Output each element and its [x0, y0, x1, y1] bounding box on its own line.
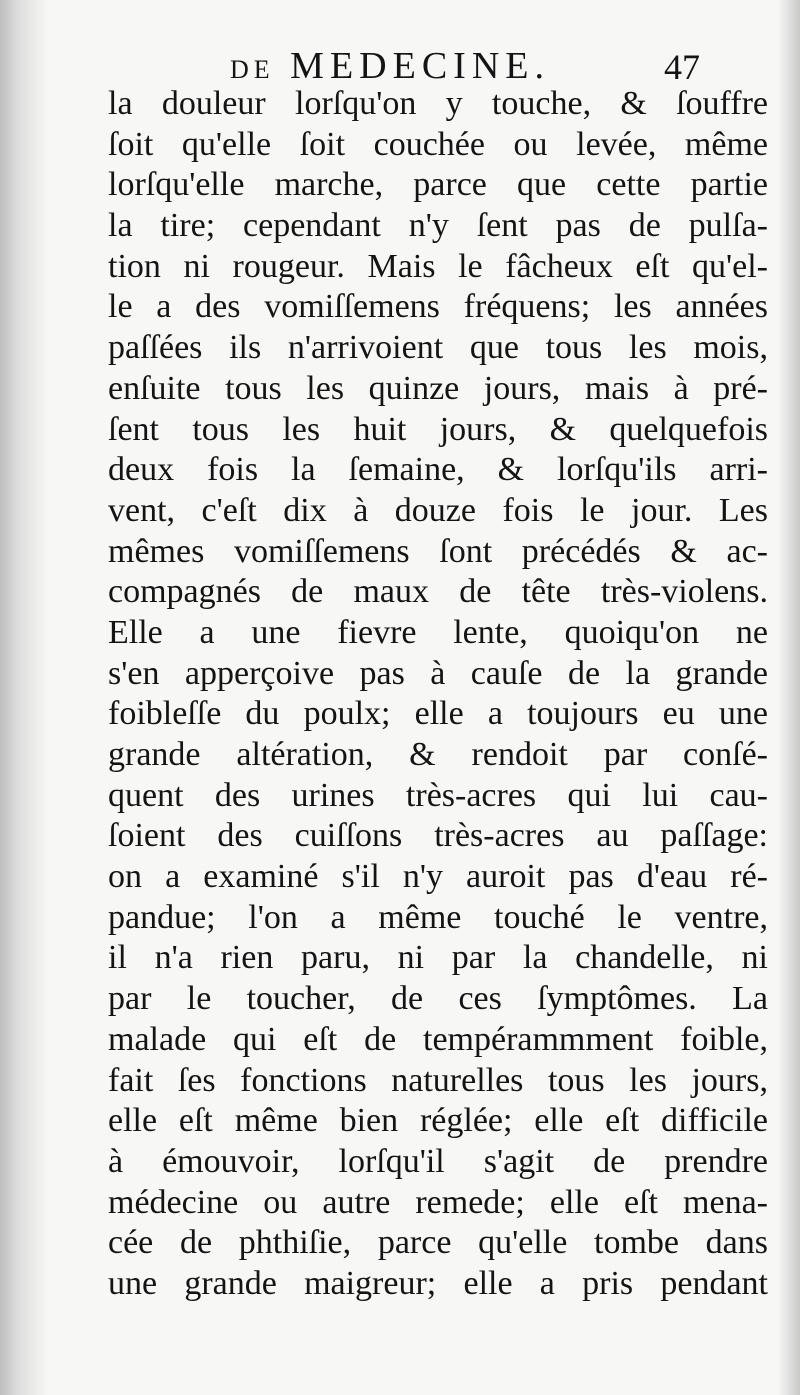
- running-head-title: MEDECINE.: [290, 45, 550, 87]
- text-line: par le toucher, de ces ſymptômes. La: [108, 980, 768, 1018]
- text-line: paſſées ils n'arrivoient que tous les mois,: [108, 329, 768, 367]
- text-line: il n'a rien paru, ni par la chandelle, ni: [108, 939, 768, 977]
- text-line: ſoit qu'elle ſoit couchée ou levée, même: [108, 125, 768, 163]
- binding-shadow: [0, 0, 48, 1395]
- text-line: s'en apperçoive pas à cauſe de la grande: [108, 654, 768, 692]
- text-line: médecine ou autre remede; elle eſt mena-: [108, 1183, 768, 1221]
- text-line: tion ni rougeur. Mais le fâcheux eſt qu'el-: [108, 247, 768, 285]
- text-line: grande altération, & rendoit par conſé-: [108, 736, 768, 773]
- text-line: Elle a une fievre lente, quoiqu'on ne: [108, 613, 768, 651]
- text-line: lorſqu'elle marche, parce que cette partie: [108, 166, 768, 204]
- text-line: quent des urines très-acres qui lui cau-: [108, 776, 768, 814]
- text-line: compagnés de maux de tête très-violens.: [108, 573, 768, 611]
- text-line: cée de phthiſie, parce qu'elle tombe dans: [108, 1224, 768, 1262]
- text-line: le a des vomiſſemens fréquens; les années: [108, 288, 768, 326]
- text-line: ſent tous les huit jours, & quelquefois: [108, 410, 768, 448]
- text-line: à émouvoir, lorſqu'il s'agit de prendre: [108, 1142, 768, 1180]
- body-text: [108, 84, 768, 1305]
- text-line: enſuite tous les quinze jours, mais à pré-: [108, 369, 768, 407]
- page-number: 47: [664, 47, 700, 87]
- text-line: pandue; l'on a même touché le ventre,: [108, 898, 768, 936]
- running-head-prefix: DE: [230, 55, 275, 84]
- text-line: foibleſſe du poulx; elle a toujours eu une: [108, 695, 768, 733]
- text-line: vent, c'eſt dix à douze fois le jour. Les: [108, 491, 768, 529]
- text-line: la tire; cependant n'y ſent pas de pulſa-: [108, 207, 768, 245]
- text-line: fait ſes fonctions naturelles tous les jours,: [108, 1061, 768, 1099]
- text-line: ſoient des cuiſſons très-acres au paſſage:: [108, 817, 768, 855]
- page-edge-shadow: [778, 0, 800, 1395]
- text-line: deux fois la ſemaine, & lorſqu'ils arri-: [108, 451, 768, 489]
- text-line: malade qui eſt de tempérammment foible,: [108, 1020, 768, 1058]
- running-head: [230, 44, 550, 88]
- text-line: elle eſt même bien réglée; elle eſt difficile: [108, 1102, 768, 1140]
- text-line: on a examiné s'il n'y auroit pas d'eau ré-: [108, 858, 768, 896]
- text-line: une grande maigreur; elle a pris pendant: [108, 1264, 768, 1302]
- text-line: mêmes vomiſſemens ſont précédés & ac-: [108, 532, 768, 570]
- text-line: la douleur lorſqu'on y touche, & ſouffre: [108, 85, 768, 122]
